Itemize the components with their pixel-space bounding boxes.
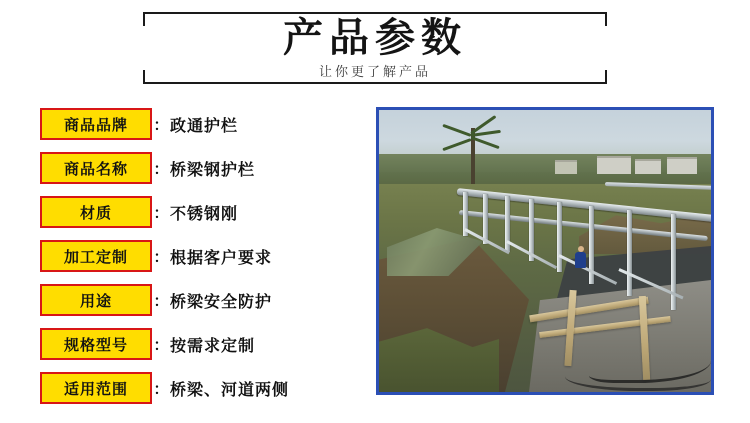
photo-guardrail-post <box>557 202 562 272</box>
product-photo-frame <box>376 107 714 395</box>
spec-value: 根据客户要求 <box>170 247 273 267</box>
spec-value: 政通护栏 <box>170 115 239 135</box>
product-photo <box>379 110 711 392</box>
spec-colon: ： <box>153 203 169 222</box>
photo-worker <box>575 252 586 268</box>
header-rule-bottom <box>143 82 607 84</box>
spec-row <box>40 284 340 316</box>
spec-label: 适用范围 <box>40 372 152 404</box>
spec-label: 商品品牌 <box>40 108 152 140</box>
spec-label: 用途 <box>40 284 152 316</box>
photo-guardrail-post <box>627 210 632 296</box>
spec-value: 桥梁钢护栏 <box>170 159 256 179</box>
photo-treeline <box>379 154 711 188</box>
spec-colon: ： <box>153 247 169 266</box>
spec-value: 桥梁安全防护 <box>170 291 273 311</box>
spec-colon: ： <box>153 115 169 134</box>
spec-row <box>40 372 340 404</box>
spec-colon: ： <box>153 159 169 178</box>
header <box>0 0 750 96</box>
photo-building <box>597 156 631 174</box>
photo-building <box>667 157 697 174</box>
spec-value: 桥梁、河道两侧 <box>170 379 290 399</box>
page-title: 产品参数 <box>283 15 467 61</box>
spec-label: 加工定制 <box>40 240 152 272</box>
spec-row <box>40 108 340 140</box>
header-frame <box>143 12 607 84</box>
photo-hose <box>565 362 711 391</box>
spec-table <box>40 108 340 416</box>
photo-building <box>555 160 577 174</box>
spec-label: 规格型号 <box>40 328 152 360</box>
page-subtitle: 让你更了解产品 <box>318 65 431 80</box>
spec-label: 商品名称 <box>40 152 152 184</box>
spec-row <box>40 152 340 184</box>
spec-value: 不锈钢刚 <box>170 203 239 223</box>
spec-row <box>40 328 340 360</box>
spec-colon: ： <box>153 291 169 310</box>
spec-label: 材质 <box>40 196 152 228</box>
photo-building <box>635 159 661 174</box>
spec-row <box>40 240 340 272</box>
spec-row <box>40 196 340 228</box>
spec-colon: ： <box>153 379 169 398</box>
spec-colon: ： <box>153 335 169 354</box>
spec-value: 按需求定制 <box>170 335 256 355</box>
photo-guardrail-post <box>483 194 488 244</box>
